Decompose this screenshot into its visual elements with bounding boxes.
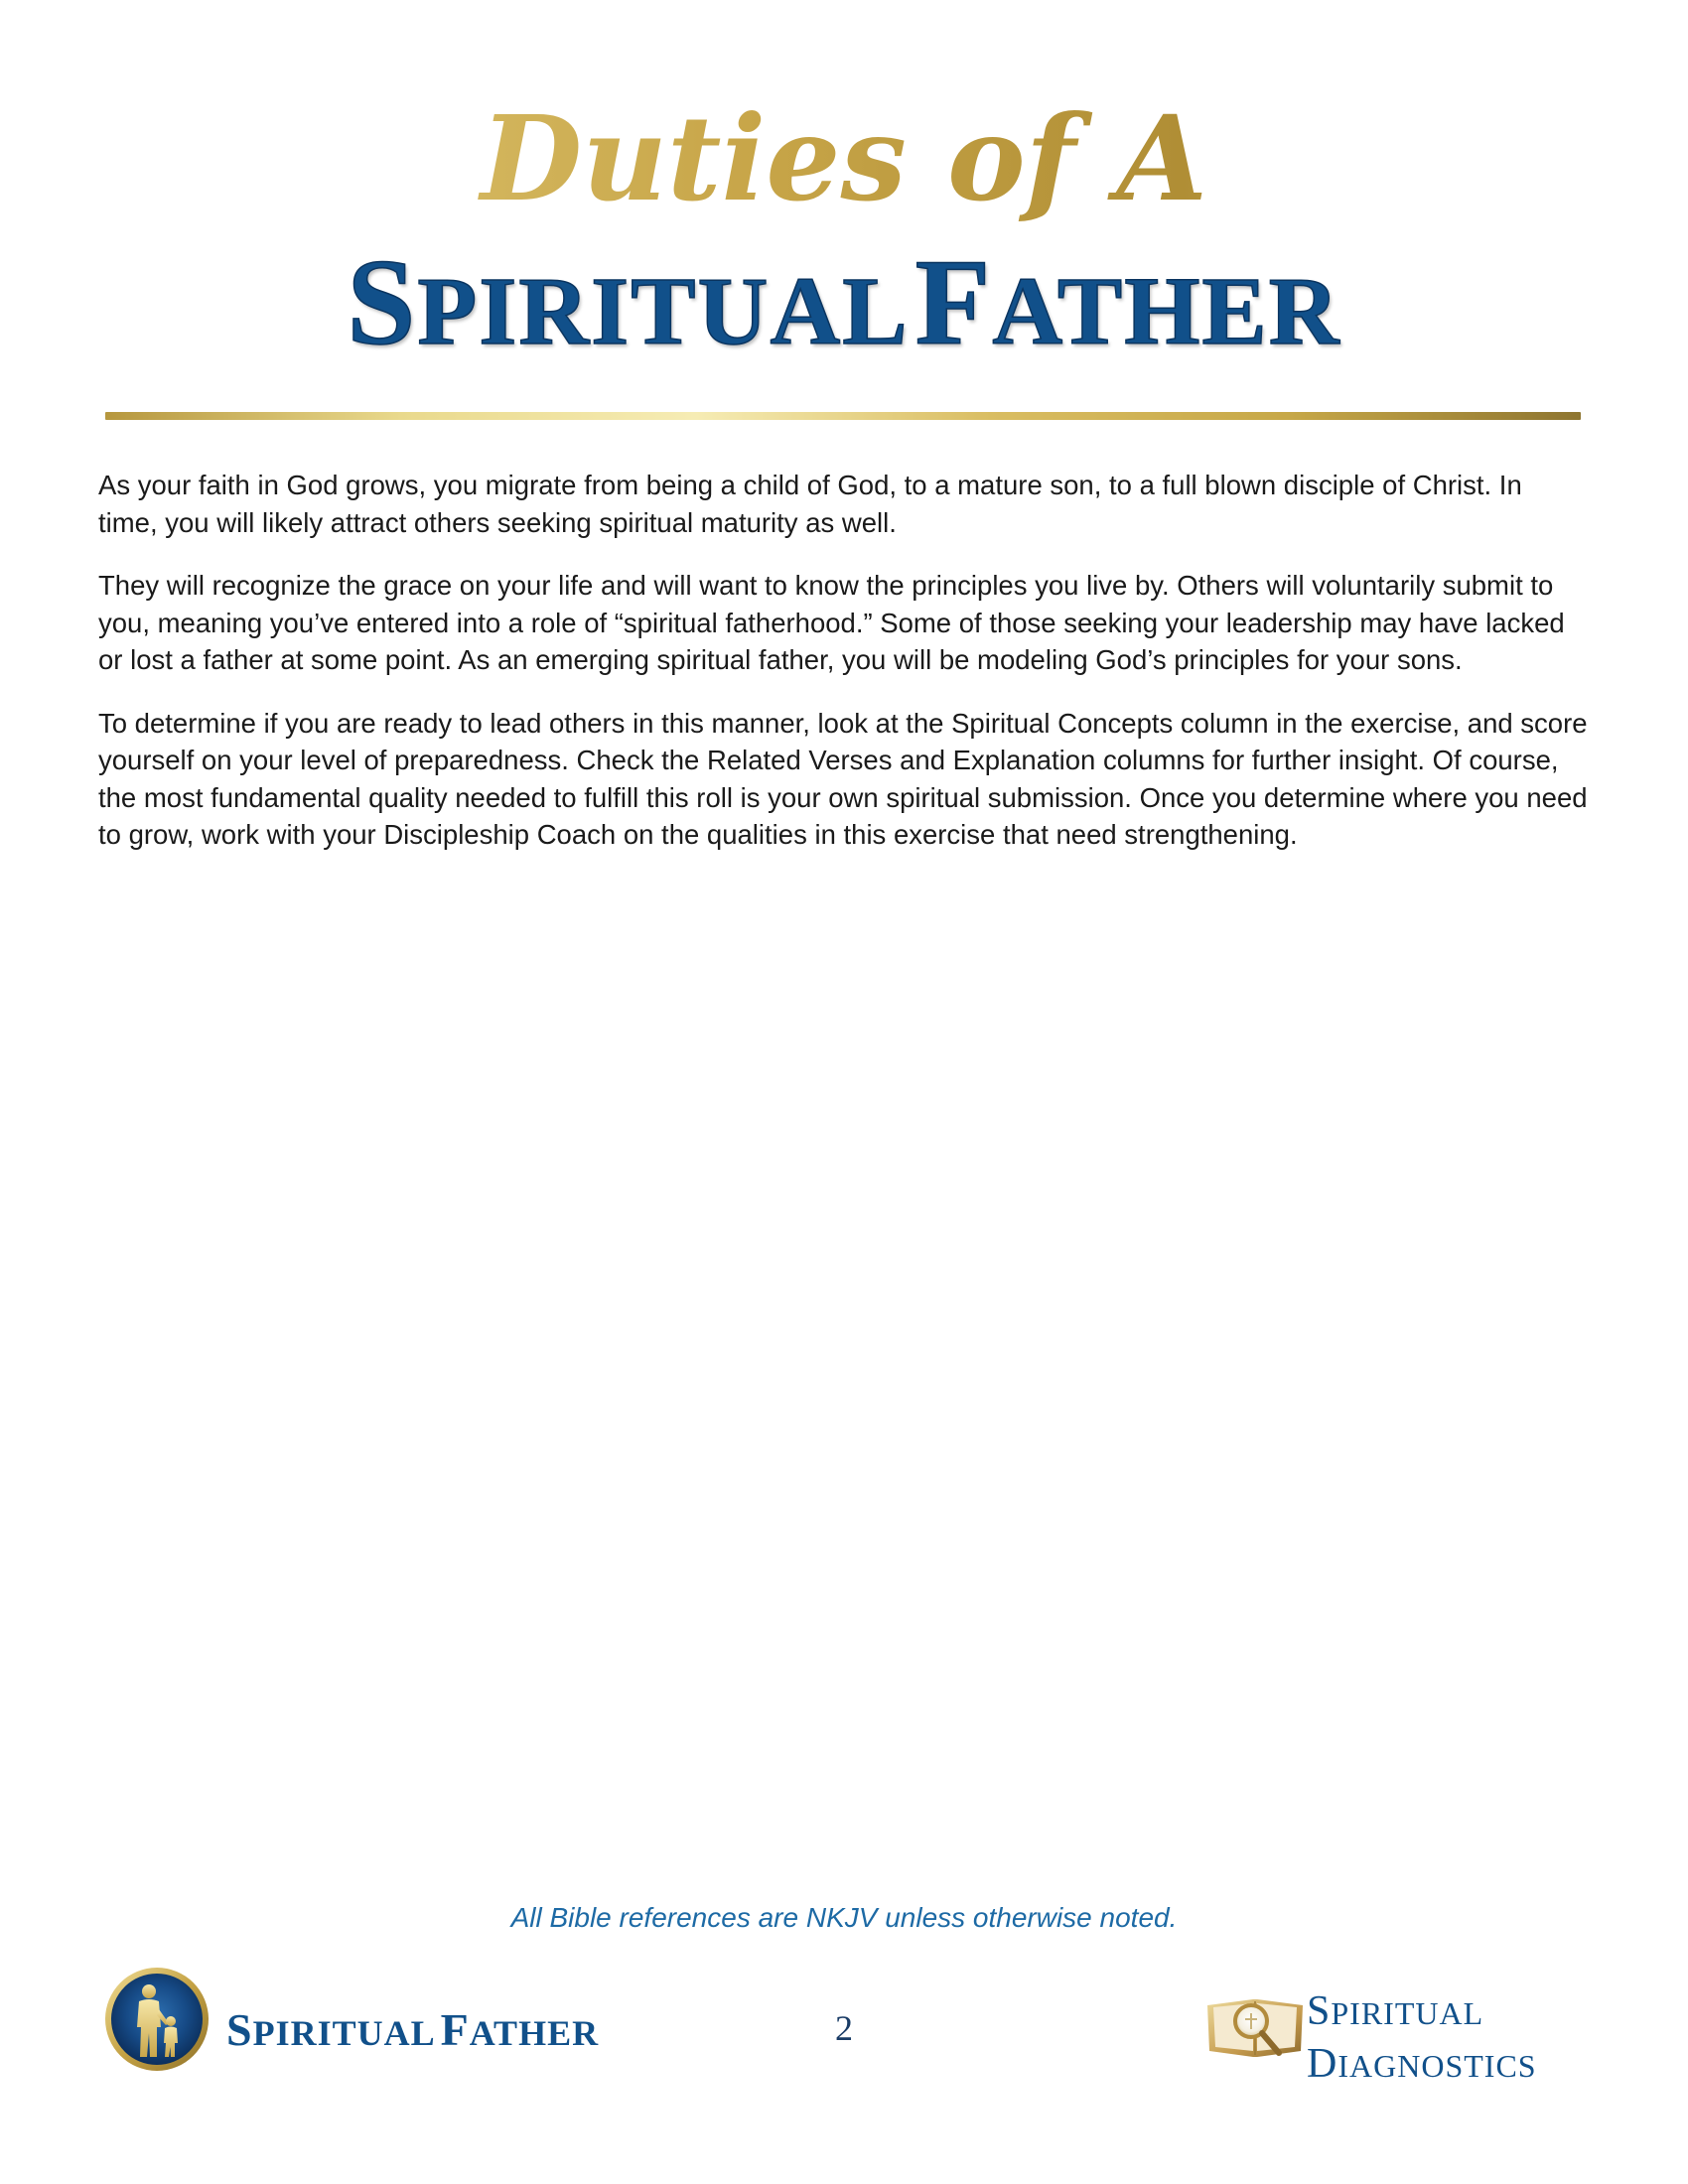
paragraph-1: As your faith in God grows, you migrate from being a child of God, to a mature son, to a full blown disciple of Christ. In time, you will likely attract others seeking spiritual maturity as well. — [98, 470, 1522, 538]
page-number: 2 — [835, 2008, 853, 2048]
spiritual-father-logo-icon — [103, 1966, 211, 2073]
footer-brand-spiritual-diagnostics: SPIRITUAL DIAGNOSTICS — [1307, 1988, 1537, 2087]
body-text — [98, 467, 1588, 880]
spiritual-diagnostics-book-icon — [1203, 1987, 1307, 2067]
footer-brand-spiritual-father: SPIRITUAL FATHER — [226, 2004, 600, 2055]
paragraph-2: They will recognize the grace on your life and will want to know the principles you live by. Others will voluntarily submit to you, meaning you’ve entered into a role of “spiritual fatherhood.” Some of those seeking your leadership may have lacked or lost a father at some point. As an emerging spiritual father, you will be modeling God’s principles for your sons. — [98, 570, 1565, 675]
footnote: All Bible references are NKJV unless otherwise noted. — [510, 1902, 1178, 1933]
title-word-father: FATHER — [914, 234, 1341, 370]
paragraph-3: To determine if you are ready to lead others in this manner, look at the Spiritual Concepts column in the exercise, and score yourself on your level of preparedness. Check the Related Verses and Explanation columns for further insight. Of course, the most fundamental quality needed to fulfill this roll is your own spiritual submission. Once you determine where you need to grow, work with your Discipleship Coach on the qualities in this exercise that need strengthening. — [98, 707, 1588, 850]
page-title-main — [0, 234, 1688, 399]
title-divider — [105, 412, 1581, 420]
page-title-top: Duties of A — [0, 94, 1688, 223]
title-word-spiritual: SPIRITUAL — [347, 234, 910, 370]
